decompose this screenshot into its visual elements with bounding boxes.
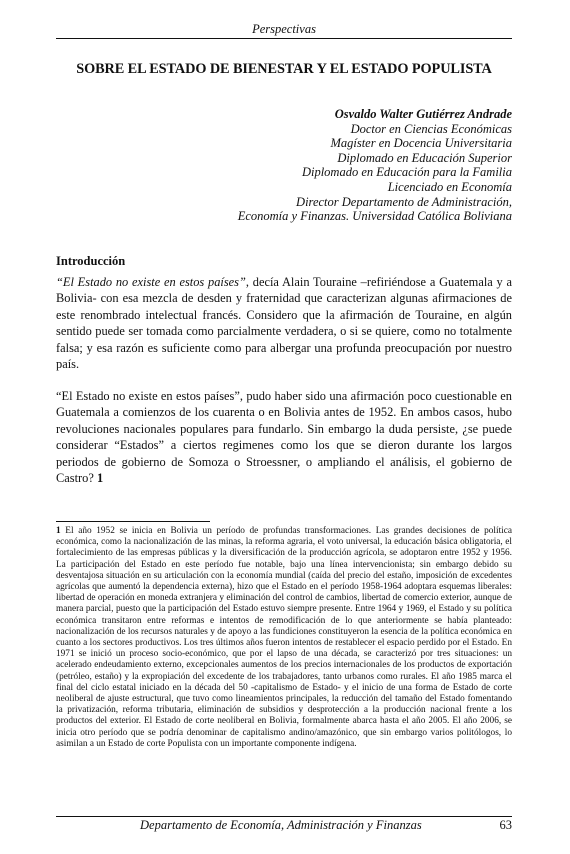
- header-rule: [56, 38, 512, 39]
- author-credential: Licenciado en Economía: [387, 179, 512, 194]
- touraine-quote: “El Estado no existe en estos países”: [56, 275, 246, 289]
- footnote-text: El año 1952 se inicia en Bolivia un período de profundas transformaciones. Las grandes decisiones de política económica, como la nacionalización de las minas, la reforma agraria, el voto universal, la educación básica obligatoria, el fortalecimiento de las empresas públicas y la diversificación de la producción agrícola, se adoptaron entre 1952 y 1956. La participación del Estado en este período fue notable, bajo una línea intervencionista; sin embargo debido su desventajosa situación en su articulación con la economía mundial (caída del precio del estaño, imposición de excedentes agrícolas que aumentó la dependencia externa), hizo que el Estado en el período 1958-1964 adoptara esquemas liberales: libertad de operación en moneda extranjera y eliminación del control de cambios, libertad de comercio exterior, aunque de manera parcial, puesto que la participación del Estado estuvo siempre presente. Entre 1964 y 1969, el Estado y su política económica transitaron entre reformas e intentos de remodificación de lo que anteriormente se había planteado: nacionalización de los recursos naturales y de apoyo a las fundiciones constituyeron la esencia de la política económica en cuanto a los sectores productivos. Los tres últimos años fueron intentos de restablecer el espacio perdido por el Estado. En 1971 se inició un proceso socio-económico, que por el lapso de una década, se caracterizó por tres situaciones: un acelerado endeudamiento externo, excepcionales aumentos de los precios internacionales de los productos de exportación (petróleo, estaño) y la expropiación del excedente de los trabajadores, tanto urbanos como rurales. El año 1985 marca el final del ciclo estatal iniciado en la década del 50 -capitalismo de Estado- y el inicio de una forma de Estado de corte neoliberal de ajuste estructural, que tuvo como lineamientos principales, la reducción del tamaño del Estado fomentando la privatización, reforma tributaria, eliminación de subsidios y desprotección a la producción nacional frente a los productos del exterior. El Estado de corte neoliberal en Bolivia, formalmente abarca hasta el año 2005. El año 2006, se inicia otro período que se podría denominar de capitalismo andino/amazónico, que sin embargo varios politólogos, lo asimilan a un Estado de corte Populista con un importante componente indígena.: [56, 526, 512, 749]
- intro-paragraph-2: [56, 388, 512, 486]
- page-number: 63: [499, 818, 512, 832]
- author-credential: Diplomado en Educación para la Familia: [301, 165, 512, 180]
- author-credential: Diplomado en Educación Superior: [337, 150, 512, 165]
- running-header: Perspectivas: [252, 22, 316, 36]
- paragraph-1-text: , decía Alain Touraine –refiriéndose a Guatemala y a Bolivia- con esa mezcla de desden y fraternidad que caracterizan algunas afirmaciones de este renombrado intelectual francés. Considero que la afirmación de Touraine, en algún sentido puede ser tomada como parcialmente verdadera, o si se quiere, como no totalmente falsa; y esa razón es suficiente como para albergar una profunda preocupación por nuestro país.: [56, 275, 512, 372]
- section-heading: Introducción: [56, 254, 126, 268]
- author-credential: Economía y Finanzas. Universidad Católica Boliviana: [237, 209, 512, 224]
- footnote-reference[interactable]: 1: [96, 471, 104, 486]
- footnote-1: [56, 526, 512, 750]
- author-block: [92, 107, 512, 224]
- footer-department: Departamento de Economía, Administración y Finanzas: [140, 818, 422, 832]
- footer-rule: [56, 816, 512, 817]
- author-name: Osvaldo Walter Gutiérrez Andrade: [334, 107, 512, 121]
- footnote-number: 1: [56, 526, 61, 536]
- paragraph-2-text: “El Estado no existe en estos países”, pudo haber sido una afirmación poco cuestionable en Guatemala a comienzos de los cuarenta o en Bolivia antes de 1952. En ambos casos, hubo revoluciones nacionales populares para fundarlo. Sin embargo la duda persiste, ¿se puede considerar “Estados” a ciertos regimenes como los que se dieron durante los largos periodos de gobierno de Somoza o Stroessner, o ampliando el análisis, el gobierno de Castro?: [56, 389, 512, 486]
- footnote-separator: [56, 521, 210, 522]
- author-credential: Magíster en Docencia Universitaria: [330, 136, 512, 151]
- author-credential: Director Departamento de Administración,: [296, 194, 512, 209]
- intro-paragraph-1: [56, 274, 512, 372]
- article-title: SOBRE EL ESTADO DE BIENESTAR Y EL ESTADO POPULISTA: [76, 61, 492, 77]
- author-credential: Doctor en Ciencias Económicas: [350, 121, 512, 136]
